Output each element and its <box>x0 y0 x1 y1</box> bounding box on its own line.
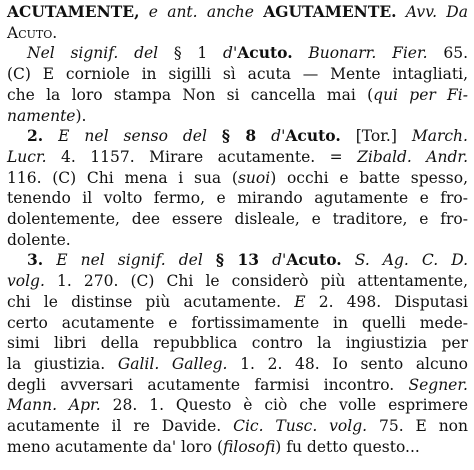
text-span: Acuto. <box>286 250 342 270</box>
entry-text <box>7 2 468 457</box>
text-span: qui per Fi- <box>373 85 468 104</box>
text-span: 65. <box>427 44 468 63</box>
text-line <box>7 271 468 292</box>
text-line <box>7 188 468 209</box>
text-span: 2. 498. Disputasi <box>305 292 468 311</box>
text-span: e ant. anche <box>139 3 264 21</box>
text-span: Acuto. <box>7 23 58 42</box>
text-line <box>7 313 468 334</box>
text-line <box>7 85 468 106</box>
text-span: namente <box>7 106 76 125</box>
text-span: Cic. Tusc. volg. <box>233 417 368 436</box>
text-span: (C) E corniole in sigilli sì acuta — Mente intagliati, <box>7 65 468 84</box>
text-line <box>7 292 468 313</box>
text-span: simi libri della repubblica contro la ingiustizia per <box>7 334 468 353</box>
text-span: 2. <box>27 126 44 146</box>
text-span: che la loro stampa Non si cancella mai ( <box>7 85 374 104</box>
text-span: E nel signif. del <box>43 251 216 270</box>
text-line <box>7 64 468 85</box>
text-line <box>7 2 468 23</box>
text-span: Acuto. <box>237 43 293 63</box>
text-span: 4. 1157. Mirare acutamente. = <box>46 147 358 166</box>
text-span: la giustizia. <box>7 354 118 373</box>
text-span: d' <box>259 251 287 270</box>
text-line <box>7 230 468 251</box>
text-line <box>7 126 468 147</box>
text-span: Lucr. <box>7 147 47 166</box>
text-line <box>7 23 468 44</box>
text-span: 1. 2. 48. Io sento alcuno <box>227 354 468 373</box>
text-line <box>7 354 468 375</box>
text-line <box>7 375 468 396</box>
text-span: E <box>294 292 306 311</box>
text-span: 3. <box>27 250 44 270</box>
text-span: volg. <box>7 272 45 291</box>
text-line <box>7 250 468 271</box>
text-span: ). <box>75 106 87 125</box>
text-span: 28. 1. Questo è ciò che volle esprimere <box>100 396 468 415</box>
text-span: 75. E non <box>367 417 469 436</box>
text-line <box>7 168 468 189</box>
text-span: AGUTAMENTE. <box>263 2 397 21</box>
text-span: § 13 <box>215 250 260 270</box>
text-span: 1. 270. (C) Chi le considerò più attentamente, <box>44 272 468 291</box>
text-line <box>7 43 468 64</box>
text-span: d' <box>256 127 286 146</box>
text-span: ACUTAMENTE, <box>7 2 140 21</box>
text-span: E nel senso del <box>43 127 222 146</box>
text-line <box>7 416 468 437</box>
text-span: Avv. Da <box>396 3 468 21</box>
text-span: Segner. <box>408 375 468 394</box>
text-span: d' <box>207 44 238 63</box>
text-span: ) fu detto questo... <box>275 437 420 456</box>
text-span: Nel signif. del <box>27 44 174 63</box>
text-span: suoi <box>237 168 271 187</box>
text-span: Zibald. Andr. <box>357 147 468 166</box>
text-span: Buonarr. Fier. <box>292 44 428 63</box>
text-line <box>7 333 468 354</box>
text-line <box>7 106 468 127</box>
text-span: acutamente il re Davide. <box>7 417 234 436</box>
text-span: 116. (C) Chi mena i sua ( <box>7 168 238 187</box>
text-span: Galil. Galleg. <box>117 354 228 373</box>
text-span: ) occhi e batte spesso, <box>270 168 468 187</box>
text-span: § 1 <box>173 44 208 63</box>
text-span: [Tor.] <box>340 127 412 146</box>
text-line <box>7 395 468 416</box>
text-line <box>7 437 468 458</box>
text-span: meno acutamente da' loro ( <box>7 437 224 456</box>
text-span: § 8 <box>221 126 257 146</box>
text-span: filosofi <box>223 437 276 456</box>
text-span: certo acutamente e fortissimamente in quelli mede- <box>7 313 468 332</box>
text-span: dolente. <box>7 230 71 249</box>
text-span: Mann. Apr. <box>7 396 101 415</box>
text-span: tenendo il volto fermo, e mirando agutamente e fro- <box>7 189 468 208</box>
text-span: dolentemente, dee essere disleale, e traditore, e fro- <box>7 210 468 229</box>
text-span: March. <box>411 127 468 146</box>
text-span: degli avversari acutamente farmisi incontro. <box>7 375 409 394</box>
text-line <box>7 147 468 168</box>
text-line <box>7 209 468 230</box>
text-span: Acuto. <box>285 126 341 146</box>
text-span: S. Ag. C. D. <box>341 251 469 270</box>
text-span: chi le distinse più acutamente. <box>7 292 295 311</box>
